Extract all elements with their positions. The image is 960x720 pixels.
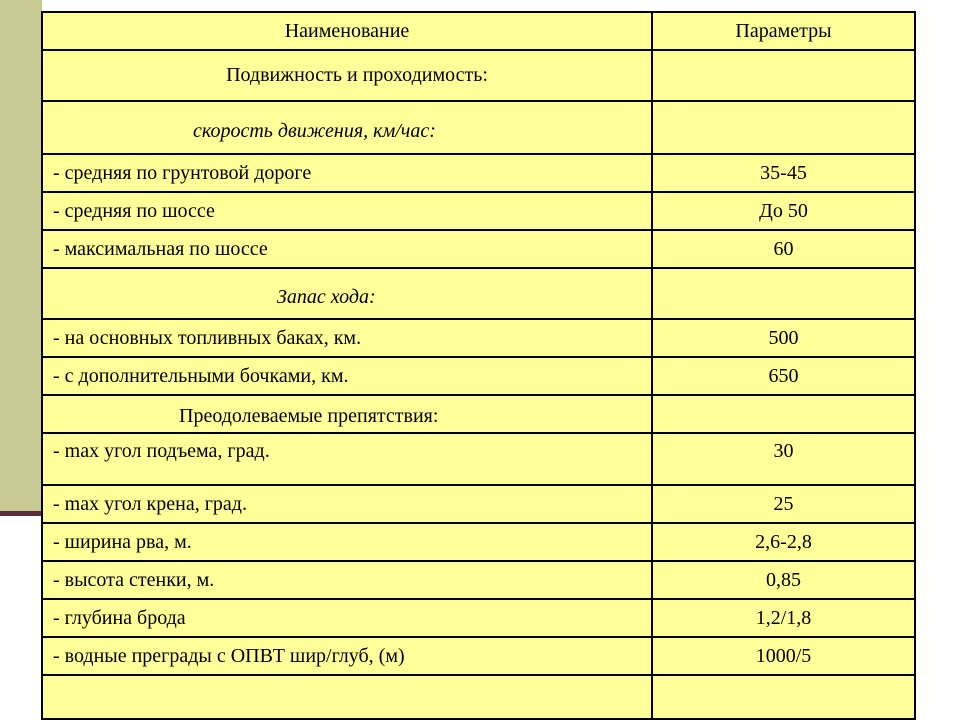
section-row bbox=[42, 101, 915, 154]
row-label: - глубина брода bbox=[42, 599, 652, 637]
row-label: - средняя по грунтовой дороге bbox=[42, 154, 652, 192]
row-value: До 50 bbox=[652, 192, 915, 230]
row-label: - максимальная по шоссе bbox=[42, 230, 652, 268]
row-value: 500 bbox=[652, 319, 915, 357]
section-mobility-value bbox=[652, 50, 915, 101]
table-row bbox=[42, 485, 915, 523]
row-label: - средняя по шоссе bbox=[42, 192, 652, 230]
section-mobility: Подвижность и проходимость: bbox=[42, 50, 652, 101]
table-header-row bbox=[42, 12, 915, 50]
section-speed: скорость движения, км/час: bbox=[42, 101, 652, 154]
row-label: - ширина рва, м. bbox=[42, 523, 652, 561]
row-label bbox=[42, 675, 652, 719]
row-value: 0,85 bbox=[652, 561, 915, 599]
table-row bbox=[42, 154, 915, 192]
table-row bbox=[42, 637, 915, 675]
table-row bbox=[42, 561, 915, 599]
row-value: 35-45 bbox=[652, 154, 915, 192]
section-speed-value bbox=[652, 101, 915, 154]
row-label: - max угол подъема, град. bbox=[42, 433, 652, 485]
table-row bbox=[42, 599, 915, 637]
row-value: 2,6-2,8 bbox=[652, 523, 915, 561]
table-row bbox=[42, 433, 915, 485]
section-obstacles-value bbox=[652, 395, 915, 433]
section-row bbox=[42, 268, 915, 319]
spec-table bbox=[41, 11, 916, 720]
header-param: Параметры bbox=[652, 12, 915, 50]
section-row bbox=[42, 50, 915, 101]
row-value: 30 bbox=[652, 433, 915, 485]
side-decor-panel bbox=[0, 0, 42, 512]
table-row bbox=[42, 357, 915, 395]
row-label: - на основных топливных баках, км. bbox=[42, 319, 652, 357]
section-row bbox=[42, 395, 915, 433]
row-value: 1000/5 bbox=[652, 637, 915, 675]
table-row bbox=[42, 675, 915, 719]
table-row bbox=[42, 192, 915, 230]
row-label: - водные преграды с ОПВТ шир/глуб, (м) bbox=[42, 637, 652, 675]
section-range-value bbox=[652, 268, 915, 319]
table-row bbox=[42, 230, 915, 268]
row-value: 60 bbox=[652, 230, 915, 268]
row-value bbox=[652, 675, 915, 719]
section-range: Запас хода: bbox=[42, 268, 652, 319]
table-row bbox=[42, 319, 915, 357]
row-value: 25 bbox=[652, 485, 915, 523]
row-label: - с дополнительными бочками, км. bbox=[42, 357, 652, 395]
row-label: - высота стенки, м. bbox=[42, 561, 652, 599]
header-name: Наименование bbox=[42, 12, 652, 50]
row-value: 650 bbox=[652, 357, 915, 395]
row-label: - max угол крена, град. bbox=[42, 485, 652, 523]
row-value: 1,2/1,8 bbox=[652, 599, 915, 637]
side-accent-line bbox=[0, 511, 42, 516]
section-obstacles: Преодолеваемые препятствия: bbox=[42, 395, 652, 433]
table-row bbox=[42, 523, 915, 561]
